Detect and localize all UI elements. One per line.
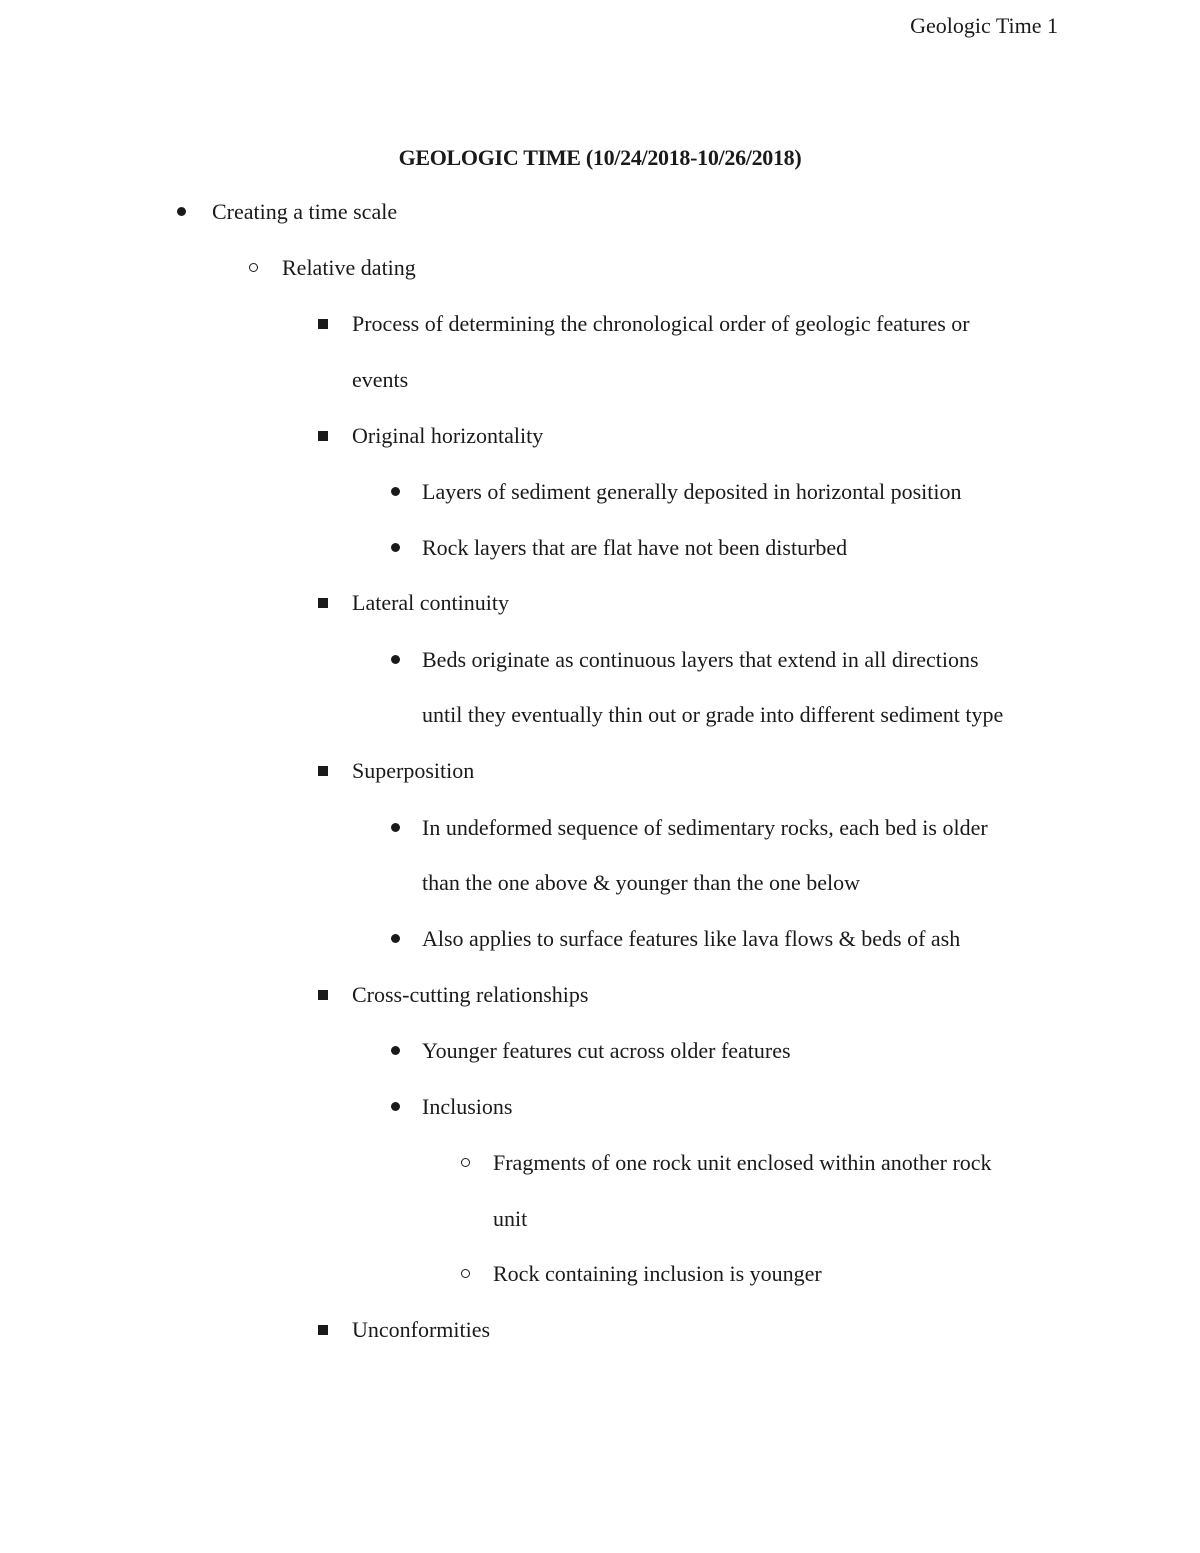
disc-bullet-icon: [391, 1046, 400, 1055]
list-item-level-4: Rock layers that are flat have not been disturbed: [422, 535, 848, 560]
circle-bullet-icon: [461, 1158, 470, 1167]
disc-bullet-icon: [391, 823, 400, 832]
list-item-level-3: Unconformities: [352, 1317, 491, 1342]
list-item-level-4: Layers of sediment generally deposited in horizontal position: [422, 479, 962, 504]
square-bullet-icon: [318, 319, 328, 329]
list-item-level-3: Cross-cutting relationships: [352, 982, 589, 1007]
list-item-level-3: Process of determining the chronological order of geologic features or: [352, 311, 970, 336]
list-item-level-4: Also applies to surface features like lava flows & beds of ash: [422, 926, 961, 951]
list-item-level-2: Relative dating: [282, 255, 416, 280]
square-bullet-icon: [318, 431, 328, 441]
list-item-level-4: Inclusions: [422, 1094, 513, 1119]
disc-bullet-icon: [177, 207, 186, 216]
square-bullet-icon: [318, 1325, 328, 1335]
circle-bullet-icon: [249, 263, 258, 272]
list-item-continuation: until they eventually thin out or grade into different sediment type: [422, 702, 1004, 727]
running-head: Geologic Time 1: [910, 13, 1058, 38]
square-bullet-icon: [318, 766, 328, 776]
square-bullet-icon: [318, 598, 328, 608]
disc-bullet-icon: [391, 934, 400, 943]
circle-bullet-icon: [461, 1269, 470, 1278]
list-item-continuation: than the one above & younger than the one below: [422, 870, 861, 895]
list-item-continuation: events: [352, 367, 409, 392]
list-item-continuation: unit: [493, 1206, 528, 1231]
list-item-level-5: Rock containing inclusion is younger: [493, 1261, 822, 1286]
list-item-level-5: Fragments of one rock unit enclosed within another rock: [493, 1150, 992, 1175]
disc-bullet-icon: [391, 487, 400, 496]
list-item-level-3: Original horizontality: [352, 423, 544, 448]
disc-bullet-icon: [391, 1102, 400, 1111]
document-title: GEOLOGIC TIME (10/24/2018-10/26/2018): [398, 145, 802, 170]
list-item-level-4: Beds originate as continuous layers that extend in all directions: [422, 647, 979, 672]
list-item-level-4: Younger features cut across older features: [422, 1038, 791, 1063]
list-item-level-3: Lateral continuity: [352, 590, 509, 615]
list-item-level-4: In undeformed sequence of sedimentary rocks, each bed is older: [422, 815, 988, 840]
list-item-level-1: Creating a time scale: [212, 199, 398, 224]
disc-bullet-icon: [391, 543, 400, 552]
list-item-level-3: Superposition: [352, 758, 475, 783]
disc-bullet-icon: [391, 655, 400, 664]
square-bullet-icon: [318, 990, 328, 1000]
